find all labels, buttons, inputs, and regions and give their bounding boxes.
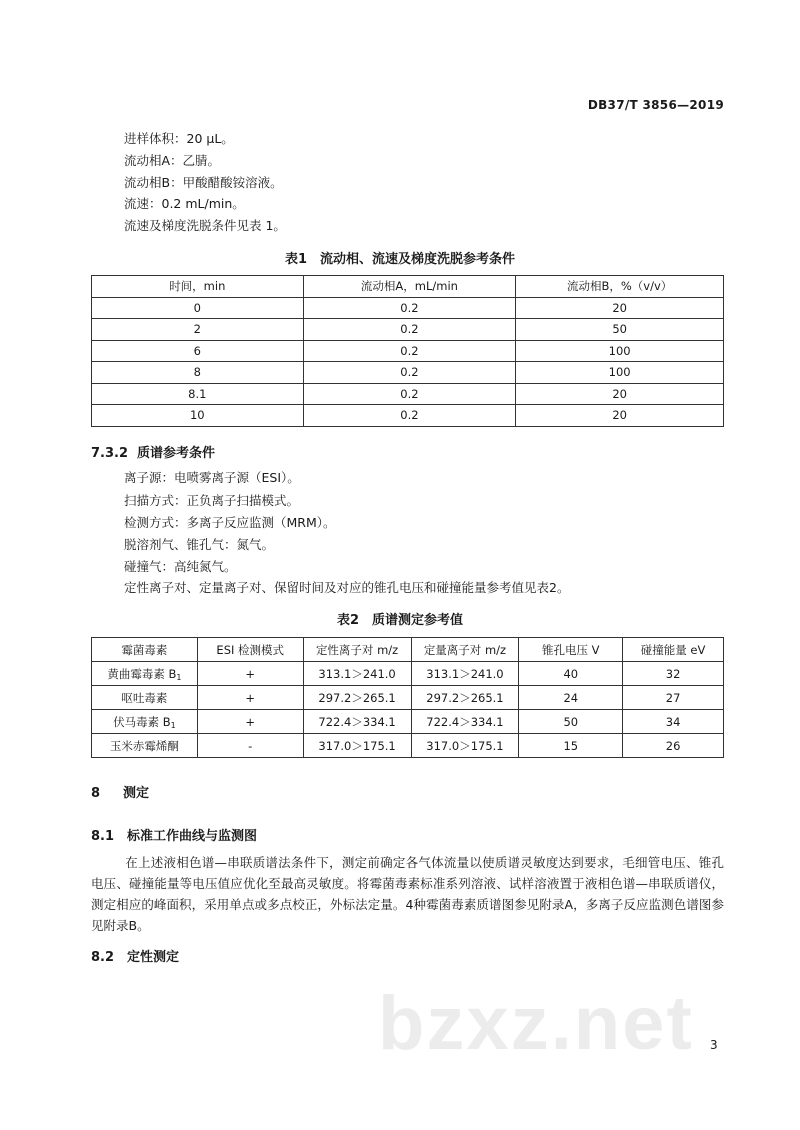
cell-esi-mode: + [197,686,303,710]
table-header-row [92,638,724,662]
table-row [92,362,724,384]
cell-phase-a: 0.2 [303,340,516,362]
cell-quantitative-ion: 722.4＞334.1 [411,710,519,734]
cell-esi-mode: + [197,710,303,734]
table-row [92,319,724,341]
cell-time: 6 [92,340,304,362]
ms-condition-ion-source: 离子源：电喷雾离子源（ESI）。 [124,470,300,485]
ms-condition-desolvation-gas: 脱溶剂气、锥孔气：氮气。 [124,537,275,552]
cell-mycotoxin [92,710,198,734]
column-header-cone-voltage: 锥孔电压 V [519,638,623,662]
table-row [92,734,724,758]
cell-cone-voltage: 15 [519,734,623,758]
table-row [92,662,724,686]
column-header-phase-a: 流动相A，mL/min [303,276,516,298]
section-number: 8 [91,786,101,801]
table2-caption: 表2 质谱测定参考值 [336,613,464,628]
cell-phase-a: 0.2 [303,405,516,427]
section-number: 8.1 [91,829,115,844]
column-header-time: 时间，min [92,276,304,298]
cell-phase-b: 100 [516,362,724,384]
cell-mycotoxin [92,686,198,710]
table-row [92,383,724,405]
page-number: 3 [710,1038,718,1052]
section-8-heading [91,782,149,801]
cell-phase-a: 0.2 [303,362,516,384]
gradient-table-body [92,297,724,426]
cell-phase-b: 50 [516,319,724,341]
section-8-1-heading [91,825,257,844]
cell-time: 0 [92,297,304,319]
cell-esi-mode: + [197,662,303,686]
watermark: bzxz.net [378,981,694,1066]
cell-collision-energy: 34 [623,710,724,734]
table-header-row [92,276,724,298]
cell-quantitative-ion: 313.1＞241.0 [411,662,519,686]
column-header-esi-mode: ESI 检测模式 [197,638,303,662]
section-8-2-heading [91,946,179,965]
cell-collision-energy: 26 [623,734,724,758]
cell-phase-a: 0.2 [303,297,516,319]
cell-qualitative-ion: 313.1＞241.0 [303,662,411,686]
section-title: 标准工作曲线与监测图 [127,829,258,844]
section-title: 定性测定 [127,950,180,965]
column-header-phase-b: 流动相B，%（v/v） [516,276,724,298]
section-7-3-2-heading [91,442,215,461]
lc-condition-mobile-phase-a: 流动相A：乙腈。 [124,153,221,168]
cell-cone-voltage: 24 [519,686,623,710]
mycotoxin-name: 玉米赤霉烯酮 [109,738,179,753]
ms-condition-collision-gas: 碰撞气：高纯氮气。 [124,559,237,574]
table-row [92,686,724,710]
lc-condition-mobile-phase-b: 流动相B：甲酸醋酸铵溶液。 [124,175,283,190]
section-title: 质谱参考条件 [137,446,216,461]
cell-time: 8 [92,362,304,384]
cell-collision-energy: 32 [623,662,724,686]
lc-condition-injection-volume: 进样体积：20 μL。 [124,131,234,146]
cell-esi-mode: - [197,734,303,758]
section-8-1-paragraph [91,852,724,936]
cell-time: 2 [92,319,304,341]
table-row [92,710,724,734]
cell-quantitative-ion: 297.2＞265.1 [411,686,519,710]
cell-phase-b: 100 [516,340,724,362]
section-number: 7.3.2 [91,446,129,461]
cell-phase-b: 20 [516,297,724,319]
cell-phase-a: 0.2 [303,383,516,405]
lc-condition-flow-rate: 流速：0.2 mL/min。 [124,196,245,211]
cell-phase-b: 20 [516,383,724,405]
ms-parameters-table-body [92,662,724,758]
cell-collision-energy: 27 [623,686,724,710]
table-row [92,297,724,319]
cell-qualitative-ion: 317.0＞175.1 [303,734,411,758]
ms-parameters-table [91,637,724,758]
mycotoxin-name: 呕吐毒素 [121,690,168,705]
section-title: 测定 [123,786,150,801]
table-row [92,405,724,427]
ms-condition-detection-mode: 检测方式：多离子反应监测（MRM）。 [124,515,336,530]
mycotoxin-subscript: 1 [170,720,176,730]
mycotoxin-subscript: 1 [176,672,182,682]
ms-condition-scan-mode: 扫描方式：正负离子扫描模式。 [124,493,300,508]
table1-caption: 表1 流动相、流速及梯度洗脱参考条件 [284,252,516,267]
column-header-mycotoxin: 霉菌毒素 [92,638,198,662]
cell-mycotoxin [92,662,198,686]
lc-condition-gradient-note: 流速及梯度洗脱条件见表 1。 [124,218,286,233]
column-header-collision-energy: 碰撞能量 eV [623,638,724,662]
cell-time: 10 [92,405,304,427]
cell-time: 8.1 [92,383,304,405]
cell-quantitative-ion: 317.0＞175.1 [411,734,519,758]
cell-phase-b: 20 [516,405,724,427]
cell-cone-voltage: 50 [519,710,623,734]
table-row [92,340,724,362]
column-header-quantitative-ion: 定量离子对 m/z [411,638,519,662]
gradient-table [91,275,724,427]
column-header-qualitative-ion: 定性离子对 m/z [303,638,411,662]
cell-qualitative-ion: 297.2＞265.1 [303,686,411,710]
paragraph-text: 在上述液相色谱—串联质谱法条件下，测定前确定各气体流量以使质谱灵敏度达到要求，毛细管电压、锥孔电压、碰撞能量等电压值应优化至最高灵敏度。将霉菌毒素标准系列溶液、试样溶液置于液相色谱—串联质谱仪，测定相应的峰面积，采用单点或多点校正，外标法定量。4种霉菌毒素质谱图参见附录A，多离子反应监测色谱图参见附录B。 [91,855,724,933]
cell-cone-voltage: 40 [519,662,623,686]
standard-code: DB37/T 3856—2019 [587,98,724,112]
mycotoxin-name: 伏马毒素 B [113,714,171,729]
mycotoxin-name: 黄曲霉毒素 B [107,666,177,681]
cell-phase-a: 0.2 [303,319,516,341]
ms-condition-reference-note: 定性离子对、定量离子对、保留时间及对应的锥孔电压和碰撞能量参考值见表2。 [124,580,570,595]
cell-qualitative-ion: 722.4＞334.1 [303,710,411,734]
section-number: 8.2 [91,950,115,965]
cell-mycotoxin [92,734,198,758]
